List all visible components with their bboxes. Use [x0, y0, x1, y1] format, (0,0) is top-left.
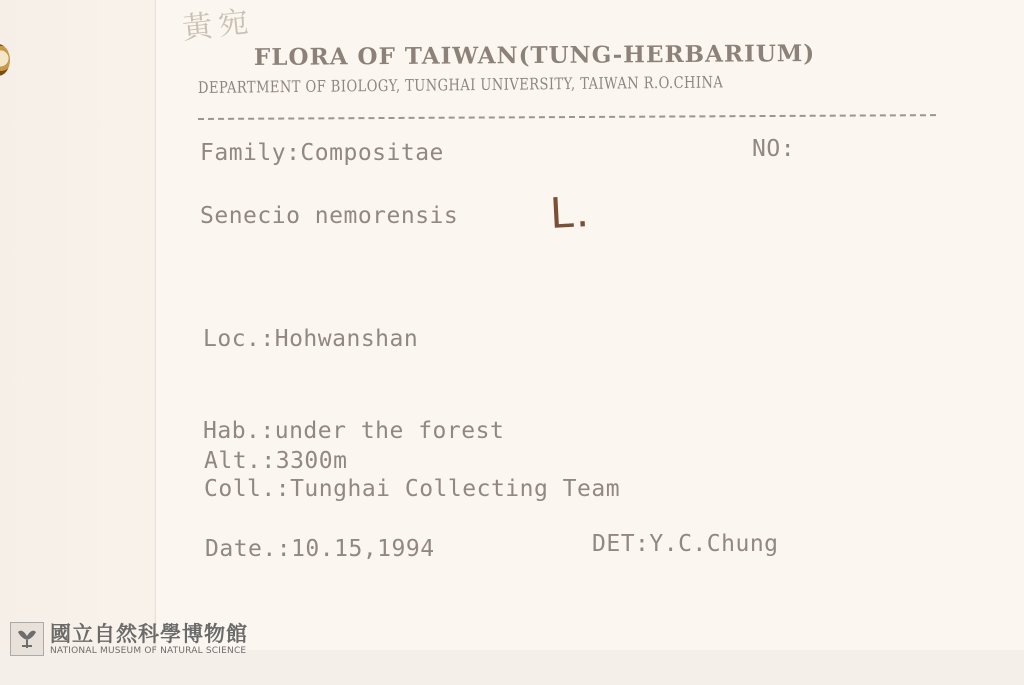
- determiner-field: DET:Y.C.Chung: [592, 531, 779, 557]
- museum-name-zh: 國立自然科學博物館: [50, 622, 248, 646]
- museum-watermark: [10, 622, 248, 657]
- label-title: FLORA OF TAIWAN(TUNG-HERBARIUM): [253, 40, 816, 71]
- family-field: Family:Compositae: [200, 140, 444, 166]
- museum-name-en: NATIONAL MUSEUM OF NATURAL SCIENCE: [50, 646, 247, 656]
- museum-logo-icon: [10, 622, 44, 656]
- handwritten-note: 黃宛: [180, 4, 256, 47]
- altitude-field: Alt.:3300m: [204, 448, 348, 474]
- date-field: Date.:10.15,1994: [205, 536, 435, 562]
- habitat-field: Hab.:under the forest: [203, 418, 505, 444]
- collector-field: Coll.:Tunghai Collecting Team: [204, 476, 621, 502]
- author-handwritten: L.: [548, 186, 593, 239]
- label-subtitle: DEPARTMENT OF BIOLOGY, TUNGHAI UNIVERSITY, TAIWAN R.O.CHINA: [197, 72, 724, 97]
- species-name: Senecio nemorensis: [200, 203, 459, 229]
- number-field: NO:: [752, 136, 796, 162]
- locality-field: Loc.:Hohwanshan: [203, 326, 419, 352]
